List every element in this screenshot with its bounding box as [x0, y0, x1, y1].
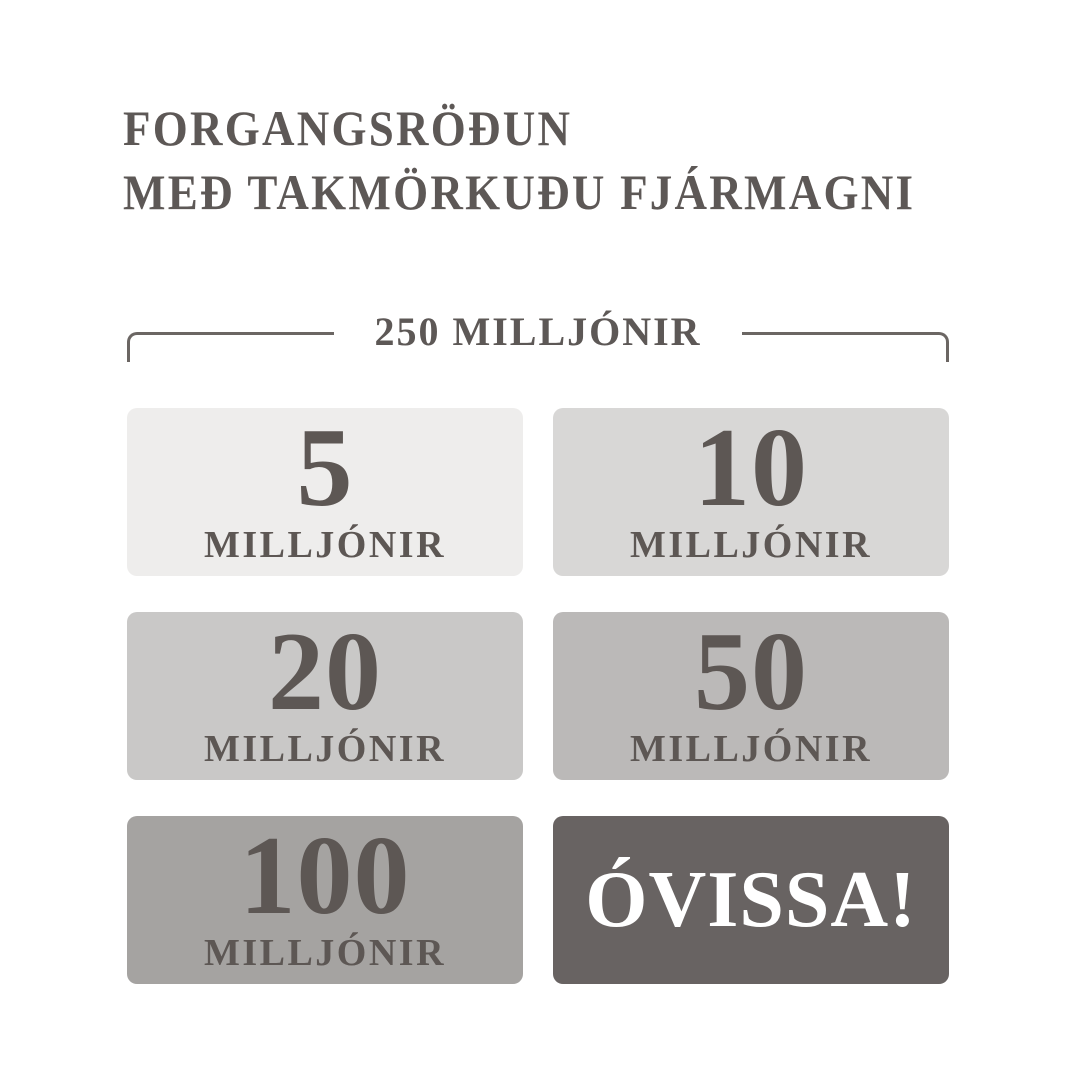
card-unit-label: MILLJÓNIR — [629, 728, 873, 771]
card-value: 100 — [239, 813, 411, 938]
uncertainty-label: ÓVISSA! — [585, 856, 917, 944]
total-budget-bracket — [127, 309, 949, 372]
page-title-line2: MEÐ TAKMÖRKUÐU FJÁRMAGNI — [123, 164, 916, 220]
card-value: 5 — [296, 405, 354, 530]
budget-card-10 — [553, 405, 949, 576]
budget-card-50 — [553, 609, 949, 780]
budget-card-grid — [127, 405, 949, 984]
page-title — [123, 96, 915, 224]
card-unit-label: MILLJÓNIR — [203, 932, 447, 975]
card-unit-label: MILLJÓNIR — [203, 524, 447, 567]
bracket-right-line — [742, 332, 949, 362]
page-title-line1: FORGANGSRÖÐUN — [123, 100, 573, 156]
budget-card-20 — [127, 609, 523, 780]
card-value: 50 — [694, 609, 808, 734]
card-unit-label: MILLJÓNIR — [629, 524, 873, 567]
card-unit-label: MILLJÓNIR — [203, 728, 447, 771]
budget-card-5 — [127, 405, 523, 576]
bracket-left-line — [127, 332, 334, 362]
uncertainty-card — [553, 816, 949, 984]
total-budget-label: 250 MILLJÓNIR — [374, 309, 702, 354]
budget-card-100 — [127, 813, 523, 984]
card-value: 10 — [694, 405, 808, 530]
card-value: 20 — [268, 609, 382, 734]
